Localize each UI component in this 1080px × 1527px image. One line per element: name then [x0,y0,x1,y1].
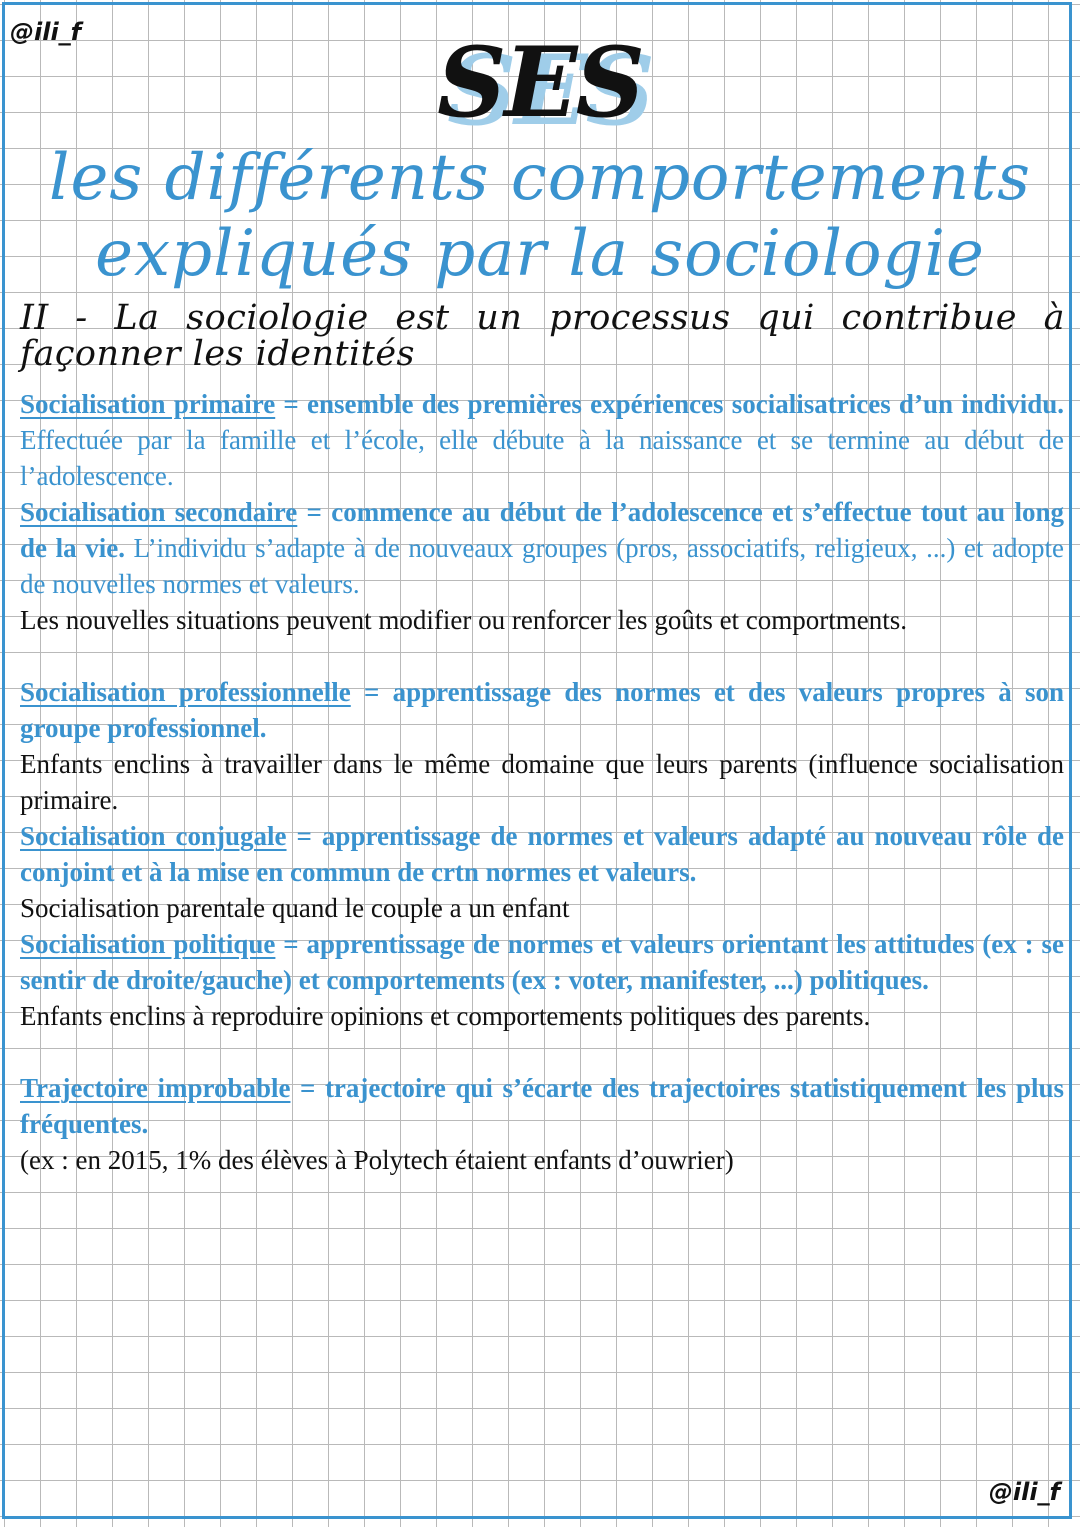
definition-professionnelle [20,674,1064,746]
term-primaire: Socialisation primaire [20,389,276,419]
subject-title: SES [437,26,643,139]
page-title-line-1: les différents comportements [49,141,1031,215]
def-primaire: = ensemble des premières expériences socialisatrices d’un individu. [275,389,1065,419]
definition-primaire [20,386,1064,494]
detail-secondaire: L’individu s’adapte à de nouveaux groupes (pros, associatifs, religieux, ...) et adopte de nouvelles normes et valeurs. [20,533,1064,599]
detail-primaire: Effectuée par la famille et l’école, elle débute à la naissance et se termine au début de l’adolescence. [20,425,1064,491]
note-professionnelle: Enfants enclins à travailler dans le même domaine que leurs parents (influence socialisation primaire. [20,749,1064,815]
term-trajectoire: Trajectoire improbable [20,1073,291,1103]
definition-conjugale [20,818,1064,890]
term-secondaire: Socialisation secondaire [20,497,298,527]
def-conjugale: = apprentissage de normes et valeurs adapté au nouveau rôle de conjoint et à la mise en commun de crtn normes et valeurs. [20,821,1064,887]
note-secondaire: Les nouvelles situations peuvent modifier ou renforcer les goûts et comportments. [20,605,908,635]
note-conjugale: Socialisation parentale quand le couple a un enfant [20,893,570,923]
author-handle-top: @ili_f [10,18,82,46]
page-title-line-2: expliqués par la sociologie [95,217,985,291]
note-politique: Enfants enclins à reproduire opinions et comportements politiques des parents. [20,1001,871,1031]
def-politique: = apprentissage de normes et valeurs orientant les attitudes (ex : se sentir de droite/gauche) et comportements (ex : voter, manifester, ...) politiques. [20,929,1064,995]
section-heading: II - La sociologie est un processus qui contribue à façonner les identités [20,298,1065,374]
definition-trajectoire [20,1070,1064,1142]
term-politique: Socialisation politique [20,929,276,959]
author-handle-bottom: @ili_f [988,1478,1060,1506]
definition-politique [20,926,1064,998]
term-conjugale: Socialisation conjugale [20,821,287,851]
def-trajectoire: = trajectoire qui s’écarte des trajectoires statistiquement les plus fréquentes. [20,1073,1064,1139]
note-trajectoire: (ex : en 2015, 1% des élèves à Polytech étaient enfants d’ouwrier) [20,1145,734,1175]
term-professionnelle: Socialisation professionnelle [20,677,351,707]
def-professionnelle: = apprentissage des normes et des valeurs propres à son groupe professionnel. [20,677,1064,743]
notes-body [20,386,1064,1178]
def-secondaire: = commence au début de l’adolescence et s’effectue tout au long de la vie. [20,497,1064,563]
definition-secondaire [20,494,1064,602]
